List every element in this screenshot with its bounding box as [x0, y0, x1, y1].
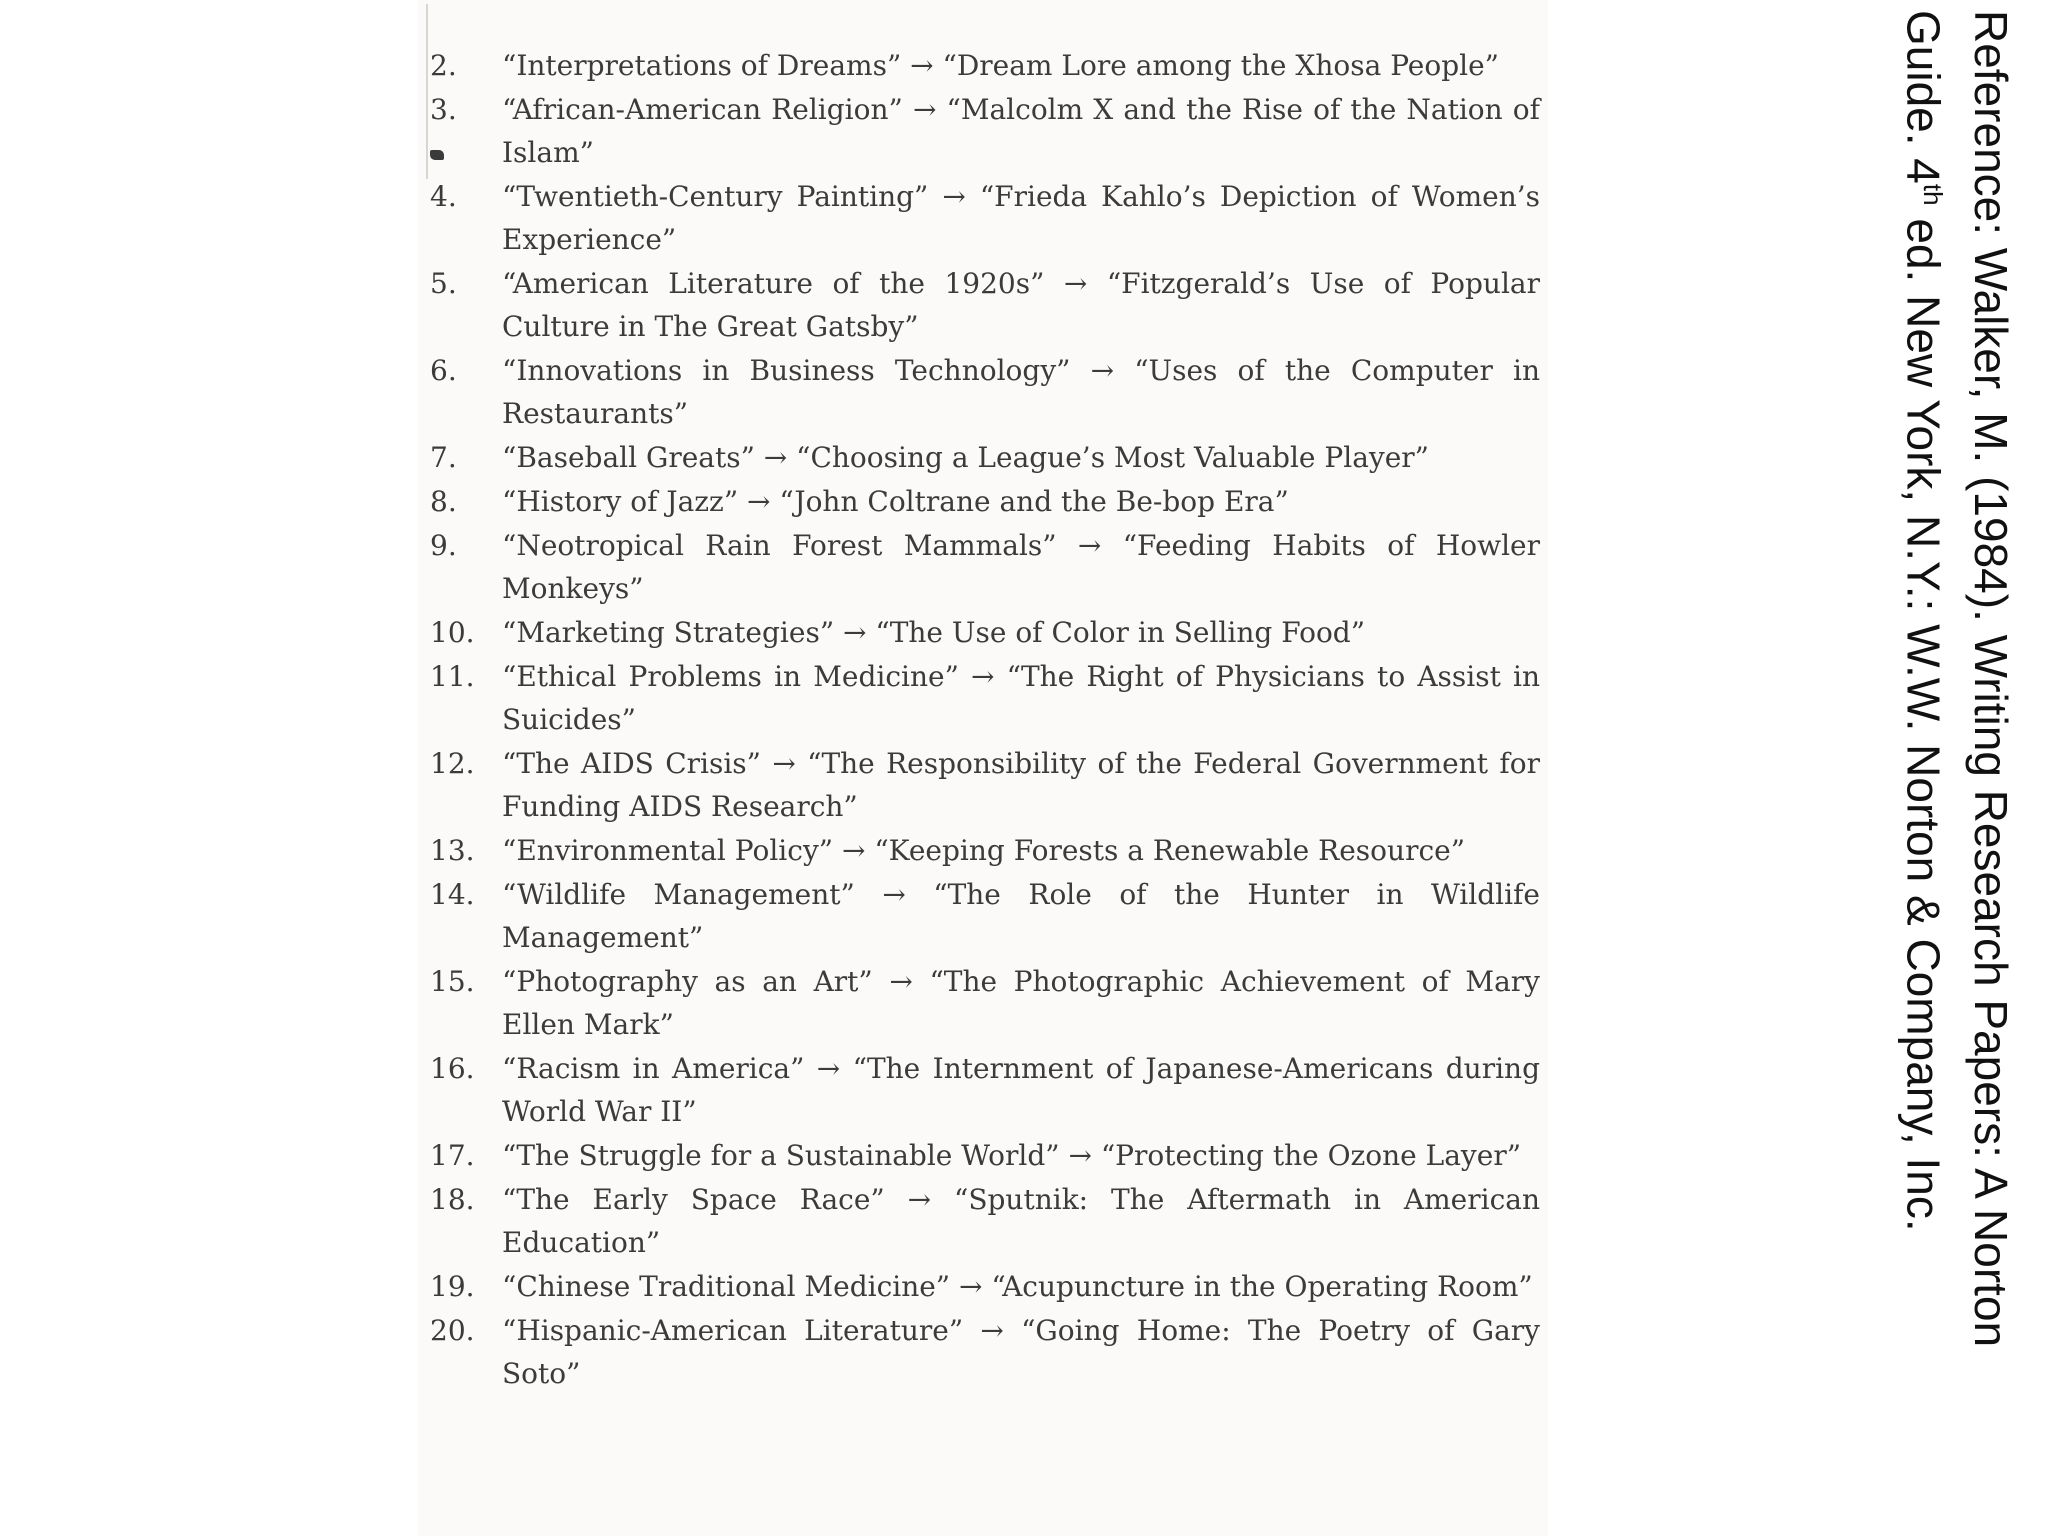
topic-list [430, 44, 1540, 1396]
item-number: 19. [430, 1270, 475, 1303]
item-number: 4. [430, 180, 457, 213]
list-item [430, 1134, 1540, 1177]
list-item [430, 44, 1540, 87]
item-number: 2. [430, 49, 457, 82]
list-item [430, 611, 1540, 654]
reference-line-2: Guide. 4th ed. New York, N.Y.: W.W. Norton & Company, Inc. [1897, 10, 1950, 1232]
item-number: 14. [430, 878, 475, 911]
item-number: 8. [430, 485, 457, 518]
item-text: “Chinese Traditional Medicine” → “Acupuncture in the Operating Room” [502, 1270, 1533, 1303]
list-item [430, 742, 1540, 828]
list-item [430, 1309, 1540, 1395]
item-text: “Baseball Greats” → “Choosing a League’s Most Valuable Player” [502, 441, 1429, 474]
item-number: 12. [430, 747, 475, 780]
item-text: “The AIDS Crisis” → “The Responsibility of the Federal Government for Funding AIDS Research” [502, 747, 1540, 823]
item-number: 9. [430, 529, 457, 562]
list-item [430, 175, 1540, 261]
item-number: 5. [430, 267, 457, 300]
item-number: 17. [430, 1139, 475, 1172]
page-edge-line [426, 4, 428, 179]
item-number: 7. [430, 441, 457, 474]
item-number: 11. [430, 660, 475, 693]
item-number: 18. [430, 1183, 475, 1216]
list-item [430, 1047, 1540, 1133]
superscript: th [1918, 183, 1948, 206]
list-item [430, 960, 1540, 1046]
list-item [430, 480, 1540, 523]
item-text: “The Early Space Race” → “Sputnik: The Aftermath in American Education” [502, 1183, 1540, 1259]
item-number: 6. [430, 354, 457, 387]
item-text: “Marketing Strategies” → “The Use of Color in Selling Food” [502, 616, 1366, 649]
item-number: 15. [430, 965, 475, 998]
item-text: “Wildlife Management” → “The Role of the Hunter in Wildlife Management” [502, 878, 1540, 954]
list-item [430, 524, 1540, 610]
item-text: “Innovations in Business Technology” → “Uses of the Computer in Restaurants” [502, 354, 1540, 430]
list-item [430, 1178, 1540, 1264]
reference-line-1: Reference: Walker, M. (1984). Writing Research Papers: A Norton [1965, 10, 2017, 1348]
list-item [430, 873, 1540, 959]
item-text: “History of Jazz” → “John Coltrane and the Be-bop Era” [502, 485, 1289, 518]
item-text: “African-American Religion” → “Malcolm X and the Rise of the Nation of Islam” [502, 93, 1540, 169]
list-item [430, 436, 1540, 479]
list-item [430, 349, 1540, 435]
item-text: “Racism in America” → “The Internment of Japanese-Americans during World War II” [502, 1052, 1540, 1128]
list-item [430, 829, 1540, 872]
item-text: “Neotropical Rain Forest Mammals” → “Feeding Habits of Howler Monkeys” [502, 529, 1540, 605]
list-item [430, 1265, 1540, 1308]
item-number: 16. [430, 1052, 475, 1085]
item-text: “Photography as an Art” → “The Photographic Achievement of Mary Ellen Mark” [502, 965, 1540, 1041]
item-text: “American Literature of the 1920s” → “Fitzgerald’s Use of Popular Culture in The Great Gatsby” [502, 267, 1540, 343]
item-number: 3. [430, 93, 457, 126]
item-text: “The Struggle for a Sustainable World” → “Protecting the Ozone Layer” [502, 1139, 1522, 1172]
item-text: “Interpretations of Dreams” → “Dream Lore among the Xhosa People” [502, 49, 1499, 82]
item-text: “Environmental Policy” → “Keeping Forests a Renewable Resource” [502, 834, 1466, 867]
list-item [430, 262, 1540, 348]
item-text: “Hispanic-American Literature” → “Going Home: The Poetry of Gary Soto” [502, 1314, 1540, 1390]
item-number: 13. [430, 834, 475, 867]
item-number: 10. [430, 616, 475, 649]
item-number: 20. [430, 1314, 475, 1347]
list-item [430, 655, 1540, 741]
reference-caption [1895, 10, 2020, 1530]
item-text: “Ethical Problems in Medicine” → “The Right of Physicians to Assist in Suicides” [502, 660, 1540, 736]
item-text: “Twentieth-Century Painting” → “Frieda Kahlo’s Depiction of Women’s Experience” [502, 180, 1540, 256]
list-item [430, 88, 1540, 174]
